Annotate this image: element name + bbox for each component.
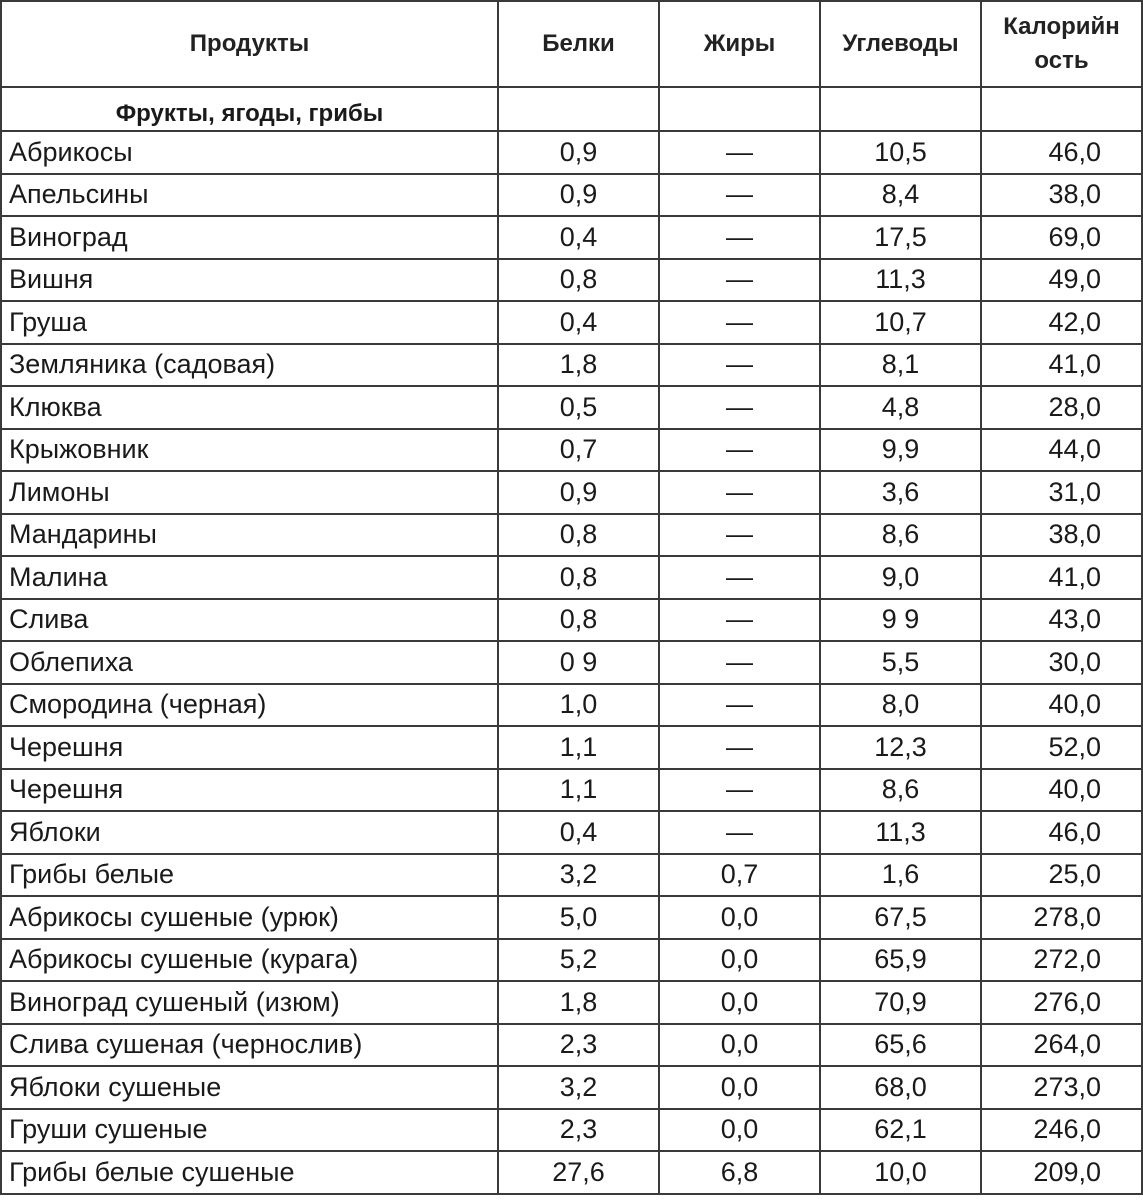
- cell-product: Мандарины: [1, 514, 498, 557]
- cell-carbs: 70,9: [820, 981, 981, 1024]
- cell-product: Грибы белые: [1, 854, 498, 897]
- cell-fat: —: [659, 174, 820, 217]
- section-empty-cell: [820, 87, 981, 131]
- table-row: [1, 259, 1142, 302]
- cell-calories: 41,0: [981, 344, 1142, 387]
- cell-calories: 38,0: [981, 514, 1142, 557]
- cell-fat: —: [659, 769, 820, 812]
- cell-calories: 30,0: [981, 641, 1142, 684]
- cell-protein: 0,4: [498, 216, 659, 259]
- cell-fat: —: [659, 556, 820, 599]
- cell-carbs: 65,6: [820, 1024, 981, 1067]
- cell-fat: —: [659, 726, 820, 769]
- cell-calories: 264,0: [981, 1024, 1142, 1067]
- cell-carbs: 5,5: [820, 641, 981, 684]
- table-row: [1, 174, 1142, 217]
- cell-calories: 69,0: [981, 216, 1142, 259]
- cell-product: Черешня: [1, 726, 498, 769]
- cell-protein: 0,8: [498, 556, 659, 599]
- cell-calories: 25,0: [981, 854, 1142, 897]
- header-fat: Жиры: [659, 1, 820, 87]
- table-row: [1, 769, 1142, 812]
- table-row: [1, 896, 1142, 939]
- cell-carbs: 68,0: [820, 1066, 981, 1109]
- cell-fat: 0,0: [659, 981, 820, 1024]
- section-row: [1, 87, 1142, 131]
- cell-product: Абрикосы: [1, 131, 498, 174]
- cell-calories: 273,0: [981, 1066, 1142, 1109]
- cell-calories: 40,0: [981, 769, 1142, 812]
- cell-protein: 0,8: [498, 599, 659, 642]
- cell-carbs: 3,6: [820, 471, 981, 514]
- cell-carbs: 10,0: [820, 1151, 981, 1194]
- cell-fat: 0,7: [659, 854, 820, 897]
- cell-protein: 0 9: [498, 641, 659, 684]
- cell-protein: 0,4: [498, 811, 659, 854]
- cell-protein: 1,8: [498, 981, 659, 1024]
- cell-product: Апельсины: [1, 174, 498, 217]
- cell-carbs: 11,3: [820, 811, 981, 854]
- cell-carbs: 12,3: [820, 726, 981, 769]
- cell-calories: 38,0: [981, 174, 1142, 217]
- cell-protein: 1,1: [498, 769, 659, 812]
- cell-carbs: 10,5: [820, 131, 981, 174]
- cell-calories: 44,0: [981, 429, 1142, 472]
- cell-protein: 2,3: [498, 1024, 659, 1067]
- cell-product: Груша: [1, 301, 498, 344]
- table-row: [1, 344, 1142, 387]
- table-row: [1, 599, 1142, 642]
- cell-calories: 28,0: [981, 386, 1142, 429]
- cell-fat: —: [659, 811, 820, 854]
- table-row: [1, 216, 1142, 259]
- cell-protein: 0,9: [498, 131, 659, 174]
- cell-fat: 0,0: [659, 1109, 820, 1152]
- cell-fat: —: [659, 471, 820, 514]
- table-row: [1, 684, 1142, 727]
- cell-carbs: 8,0: [820, 684, 981, 727]
- cell-carbs: 1,6: [820, 854, 981, 897]
- table-row: [1, 386, 1142, 429]
- section-empty-cell: [498, 87, 659, 131]
- cell-product: Клюква: [1, 386, 498, 429]
- section-title: Фрукты, ягоды, грибы: [1, 87, 498, 131]
- cell-fat: —: [659, 301, 820, 344]
- cell-calories: 49,0: [981, 259, 1142, 302]
- cell-product: Смородина (черная): [1, 684, 498, 727]
- cell-fat: 0,0: [659, 896, 820, 939]
- cell-protein: 0,9: [498, 174, 659, 217]
- cell-carbs: 65,9: [820, 939, 981, 982]
- cell-carbs: 4,8: [820, 386, 981, 429]
- cell-calories: 276,0: [981, 981, 1142, 1024]
- cell-calories: 278,0: [981, 896, 1142, 939]
- table-row: [1, 1151, 1142, 1194]
- cell-protein: 3,2: [498, 854, 659, 897]
- cell-carbs: 67,5: [820, 896, 981, 939]
- cell-calories: 40,0: [981, 684, 1142, 727]
- table-body: [1, 87, 1142, 1194]
- cell-calories: 46,0: [981, 811, 1142, 854]
- cell-protein: 2,3: [498, 1109, 659, 1152]
- cell-calories: 52,0: [981, 726, 1142, 769]
- cell-product: Абрикосы сушеные (урюк): [1, 896, 498, 939]
- cell-calories: 43,0: [981, 599, 1142, 642]
- cell-fat: —: [659, 684, 820, 727]
- table-header: [1, 1, 1142, 87]
- cell-carbs: 9,0: [820, 556, 981, 599]
- cell-protein: 0,7: [498, 429, 659, 472]
- header-carbs: Углеводы: [820, 1, 981, 87]
- cell-product: Крыжовник: [1, 429, 498, 472]
- cell-fat: —: [659, 216, 820, 259]
- cell-product: Яблоки: [1, 811, 498, 854]
- cell-fat: —: [659, 641, 820, 684]
- cell-product: Черешня: [1, 769, 498, 812]
- cell-fat: 0,0: [659, 1024, 820, 1067]
- cell-carbs: 8,4: [820, 174, 981, 217]
- header-calories: Калорийн ость: [981, 1, 1142, 87]
- table-row: [1, 131, 1142, 174]
- table-row: [1, 514, 1142, 557]
- cell-product: Яблоки сушеные: [1, 1066, 498, 1109]
- table-row: [1, 556, 1142, 599]
- table-row: [1, 641, 1142, 684]
- section-empty-cell: [659, 87, 820, 131]
- cell-fat: —: [659, 344, 820, 387]
- cell-calories: 209,0: [981, 1151, 1142, 1194]
- table-row: [1, 1024, 1142, 1067]
- cell-protein: 0,8: [498, 259, 659, 302]
- cell-calories: 42,0: [981, 301, 1142, 344]
- cell-protein: 0,4: [498, 301, 659, 344]
- cell-carbs: 62,1: [820, 1109, 981, 1152]
- table-row: [1, 1066, 1142, 1109]
- header-protein: Белки: [498, 1, 659, 87]
- cell-protein: 0,9: [498, 471, 659, 514]
- cell-protein: 5,2: [498, 939, 659, 982]
- cell-protein: 1,0: [498, 684, 659, 727]
- cell-protein: 1,8: [498, 344, 659, 387]
- section-empty-cell: [981, 87, 1142, 131]
- cell-calories: 41,0: [981, 556, 1142, 599]
- cell-fat: 6,8: [659, 1151, 820, 1194]
- table-row: [1, 429, 1142, 472]
- cell-calories: 272,0: [981, 939, 1142, 982]
- cell-carbs: 8,1: [820, 344, 981, 387]
- cell-carbs: 17,5: [820, 216, 981, 259]
- table-row: [1, 854, 1142, 897]
- cell-product: Вишня: [1, 259, 498, 302]
- table-row: [1, 939, 1142, 982]
- cell-protein: 0,5: [498, 386, 659, 429]
- cell-fat: —: [659, 599, 820, 642]
- table-row: [1, 811, 1142, 854]
- cell-calories: 246,0: [981, 1109, 1142, 1152]
- cell-fat: —: [659, 259, 820, 302]
- table-row: [1, 471, 1142, 514]
- table-row: [1, 726, 1142, 769]
- cell-product: Малина: [1, 556, 498, 599]
- cell-fat: 0,0: [659, 939, 820, 982]
- table-row: [1, 1109, 1142, 1152]
- cell-protein: 27,6: [498, 1151, 659, 1194]
- cell-carbs: 11,3: [820, 259, 981, 302]
- cell-fat: —: [659, 386, 820, 429]
- cell-fat: 0,0: [659, 1066, 820, 1109]
- cell-fat: —: [659, 514, 820, 557]
- cell-product: Земляника (садовая): [1, 344, 498, 387]
- cell-product: Виноград сушеный (изюм): [1, 981, 498, 1024]
- cell-product: Груши сушеные: [1, 1109, 498, 1152]
- header-product: Продукты: [1, 1, 498, 87]
- cell-calories: 31,0: [981, 471, 1142, 514]
- cell-carbs: 8,6: [820, 769, 981, 812]
- cell-product: Грибы белые сушеные: [1, 1151, 498, 1194]
- table-row: [1, 301, 1142, 344]
- table-row: [1, 981, 1142, 1024]
- cell-protein: 0,8: [498, 514, 659, 557]
- cell-protein: 5,0: [498, 896, 659, 939]
- cell-carbs: 9 9: [820, 599, 981, 642]
- cell-product: Слива сушеная (чернослив): [1, 1024, 498, 1067]
- cell-protein: 3,2: [498, 1066, 659, 1109]
- cell-product: Облепиха: [1, 641, 498, 684]
- cell-carbs: 10,7: [820, 301, 981, 344]
- cell-product: Виноград: [1, 216, 498, 259]
- cell-fat: —: [659, 131, 820, 174]
- cell-carbs: 9,9: [820, 429, 981, 472]
- cell-fat: —: [659, 429, 820, 472]
- cell-calories: 46,0: [981, 131, 1142, 174]
- cell-protein: 1,1: [498, 726, 659, 769]
- cell-carbs: 8,6: [820, 514, 981, 557]
- cell-product: Абрикосы сушеные (курага): [1, 939, 498, 982]
- cell-product: Лимоны: [1, 471, 498, 514]
- cell-product: Слива: [1, 599, 498, 642]
- header-row: [1, 1, 1142, 87]
